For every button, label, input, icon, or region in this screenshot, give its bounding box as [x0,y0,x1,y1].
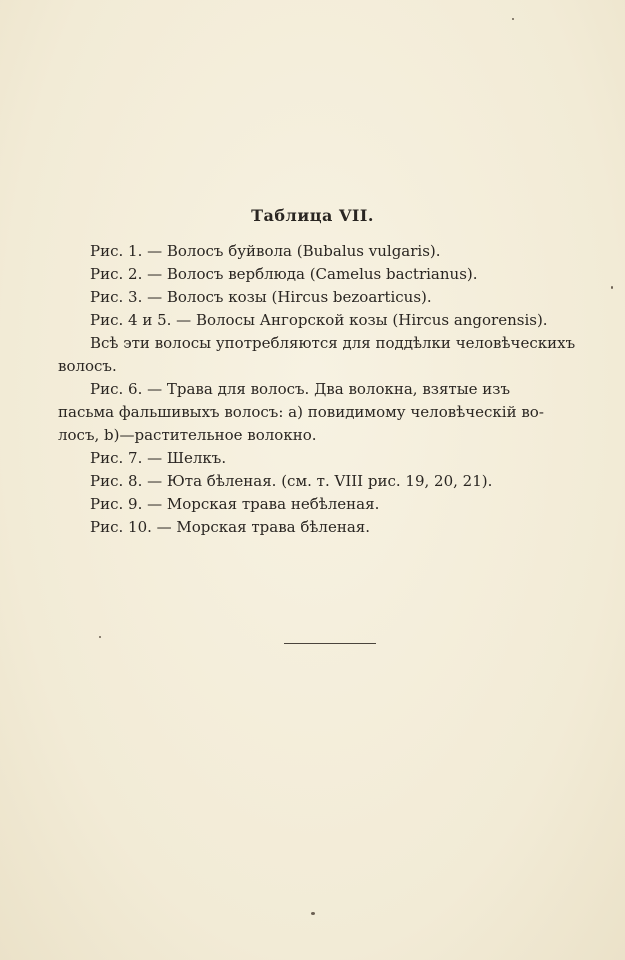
caption-line-4: Рис. 4 и 5. — Волосы Ангорской козы (Hircus angorensis). [90,311,548,329]
paper-speck [99,636,101,638]
caption-line-11: Рис. 8. — Юта бѣленая. (см. т. VIII рис. 19, 20, 21). [90,472,493,490]
caption-line-2: Рис. 2. — Волосъ верблюда (Camelus bactrianus). [90,265,478,283]
horizontal-rule [284,643,376,644]
caption-line-8: пасьма фальшивыхъ волосъ: a) повидимому человѣческій во- [58,403,544,421]
table-title: Таблица VII. [251,206,374,225]
paper-speck [311,912,315,915]
caption-line-1: Рис. 1. — Волосъ буйвола (Bubalus vulgaris). [90,242,441,260]
caption-line-6: волосъ. [58,357,117,375]
caption-line-5: Всѣ эти волосы употребляются для поддѣлки человѣческихъ [90,334,576,352]
caption-line-10: Рис. 7. — Шелкъ. [90,449,227,467]
paper-speck [512,18,514,20]
caption-line-12: Рис. 9. — Морская трава небѣленая. [90,495,380,513]
figure-captions [58,240,578,539]
caption-line-9: лосъ, b)—растительное волокно. [58,426,317,444]
caption-line-3: Рис. 3. — Волосъ козы (Hircus bezoarticus). [90,288,432,306]
paper-speck [611,286,613,289]
caption-line-7: Рис. 6. — Трава для волосъ. Два волокна, взятые изъ [90,380,511,398]
caption-line-13: Рис. 10. — Морская трава бѣленая. [90,518,371,536]
